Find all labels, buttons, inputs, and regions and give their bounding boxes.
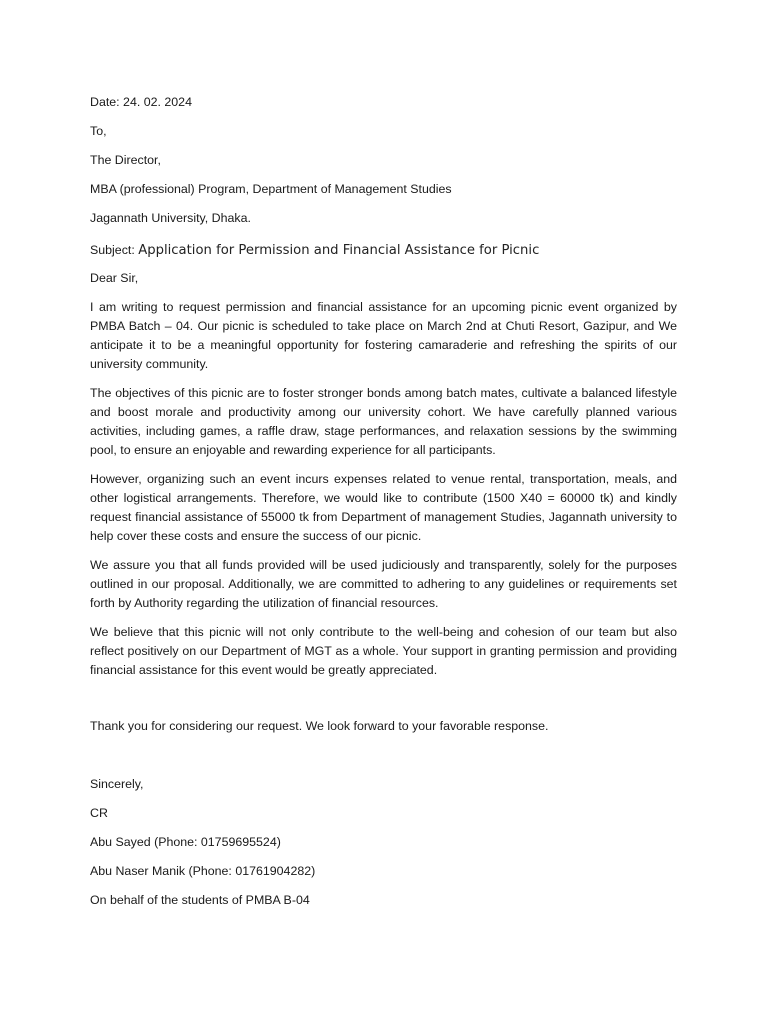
on-behalf: On behalf of the students of PMBA B-04 [90, 893, 310, 908]
signer-role: CR [90, 806, 108, 821]
letter-subject [90, 240, 677, 261]
signer-1: Abu Sayed (Phone: 01759695524) [90, 835, 281, 850]
paragraph-belief: We believe that this picnic will not only contribute to the well-being and cohesion of our team but also reflect positively on our Department of MGT as a whole. Your support in granting permission and providing financial assistance for this event would be greatly appreciated. [90, 625, 677, 678]
salutation: Dear Sir, [90, 271, 139, 286]
subject-text: Application for Permission and Financial Assistance for Picnic [138, 243, 540, 259]
paragraph-expenses: However, organizing such an event incurs expenses related to venue rental, transportation, meals, and other logistical arrangements. Therefore, we would like to contribute (1500 X40 = 60000 tk) and kindly request financial assistance of 55000 tk from Department of management Studies, Jagannath university to help cover these costs and ensure the success of our picnic. [90, 472, 677, 544]
recipient-university: Jagannath University, Dhaka. [90, 211, 251, 225]
subject-label: Subject: [90, 243, 139, 258]
paragraph-objectives: The objectives of this picnic are to foster stronger bonds among batch mates, cultivate a balanced lifestyle and boost morale and productivity among our university cohort. We have carefully planned various activities, including games, a raffle draw, stage performances, and relaxation sessions by the swimming pool, to ensure an enjoyable and rewarding experience for all participants. [90, 386, 677, 458]
letter-to: To, [90, 124, 107, 138]
paragraph-assurance: We assure you that all funds provided will be used judiciously and transparently, solely for the purposes outlined in our proposal. Additionally, we are committed to adhering to any guidelines or requirements set forth by Authority regarding the utilization of financial resources. [90, 558, 677, 611]
recipient-title: The Director, [90, 153, 161, 167]
signer-2: Abu Naser Manik (Phone: 01761904282) [90, 864, 316, 879]
sign-off: Sincerely, [90, 777, 144, 792]
letter-body [90, 93, 677, 910]
closing-thanks: Thank you for considering our request. We look forward to your favorable response. [90, 719, 549, 734]
paragraph-request: I am writing to request permission and financial assistance for an upcoming picnic event organized by PMBA Batch – 04. Our picnic is scheduled to take place on March 2nd at Chuti Resort, Gazipur, and We anticipate it to be a meaningful opportunity for fostering camaraderie and refreshing the spirits of our university community. [90, 300, 677, 372]
recipient-program: MBA (professional) Program, Department of Management Studies [90, 182, 452, 196]
letter-date: Date: 24. 02. 2024 [90, 95, 192, 109]
